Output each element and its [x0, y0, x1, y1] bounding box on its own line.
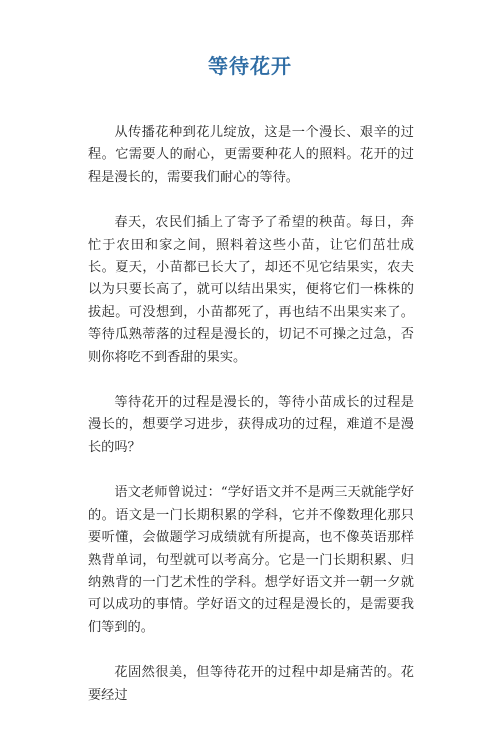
paragraph-2: 春天，农民们插上了寄予了希望的秧苗。每日，奔忙于农田和家之间，照料着这些小苗，让它们茁壮成长。夏天，小苗都已长大了，却还不见它结果实，农夫以为只要长高了，就可以结出果实，便将它们一株株的拔起。可没想到，小苗都死了，再也结不出果实来了。等待瓜熟蒂落的过程是漫长的，切记不可操之过急，否则你将吃不到香甜的果实。 — [88, 215, 414, 365]
paragraph-1: 从传播花种到花儿绽放，这是一个漫长、艰辛的过程。它需要人的耐心，更需要种花人的照料。花开的过程是漫长的，需要我们耐心的等待。 — [88, 125, 414, 185]
document-body — [88, 122, 414, 730]
document-title: 等待花开 — [208, 54, 292, 78]
paragraph-3: 等待花开的过程是漫长的，等待小苗成长的过程是漫长的，想要学习进步，获得成功的过程，难道不是漫长的吗？ — [88, 395, 414, 455]
paragraph-5: 花固然很美，但等待花开的过程中却是痛苦的。花要经过 — [88, 665, 414, 703]
paragraph-4: 语文老师曾说过：“学好语文并不是两三天就能学好的。语文是一门长期积累的学科，它并不像数理化那只要听懂，会做题学习成绩就有所提高，也不像英语那样熟背单词，句型就可以考高分。它是一门长期积累、归纳熟背的一门艺术性的学科。想学好语文并一朝一夕就可以成功的事情。学好语文的过程是漫长的，是需要我们等到的。 — [88, 485, 414, 635]
